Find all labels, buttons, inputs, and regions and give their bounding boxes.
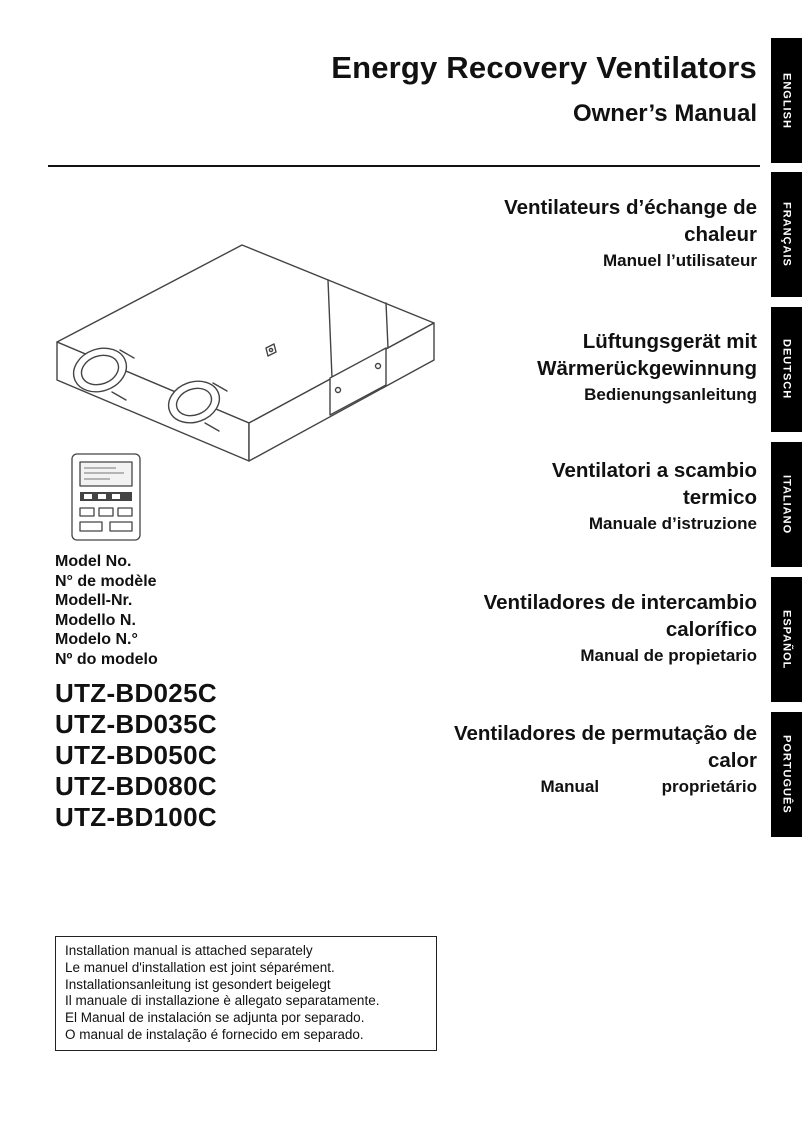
model-number: UTZ-BD050C <box>55 740 217 770</box>
translation-subtitle: Manual de propietario <box>580 646 757 665</box>
translation-title-line: Wärmerückgewinnung <box>537 357 757 380</box>
language-tab-portugues <box>771 712 802 837</box>
model-label: Modello N. <box>55 611 136 629</box>
translation-block-italian <box>552 457 757 534</box>
translation-subtitle: Bedienungsanleitung <box>584 385 757 404</box>
translation-title-line: Ventilateurs d’échange de <box>504 196 757 219</box>
translation-title-line: Lüftungsgerät mit <box>582 330 757 353</box>
remote-control-illustration <box>66 452 146 544</box>
model-number: UTZ-BD100C <box>55 802 217 832</box>
page-title: Energy Recovery Ventilators <box>331 50 757 85</box>
model-label: N° de modèle <box>55 572 157 590</box>
title-divider <box>48 165 760 167</box>
note-line: El Manual de instalación se adjunta por separado. <box>65 1010 365 1026</box>
translation-subtitle: Manuale d’istruzione <box>588 514 757 533</box>
translation-title-line: calorífico <box>665 618 757 641</box>
owners-manual-subtitle: Owner’s Manual <box>572 100 757 127</box>
translation-title-line: Ventiladores de intercambio <box>483 591 757 614</box>
language-tab-label: ITALIANO <box>780 474 793 535</box>
translation-block-french <box>504 194 757 271</box>
model-number: UTZ-BD025C <box>55 678 217 708</box>
language-tab-label: ENGLISH <box>780 72 793 129</box>
translation-title-line: calor <box>708 749 757 772</box>
language-tab-francais <box>771 172 802 297</box>
note-line: Il manuale di installazione è allegato separatamente. <box>65 993 380 1009</box>
translation-title-line: termico <box>682 486 757 509</box>
model-number: UTZ-BD035C <box>55 709 217 739</box>
language-tab-label: PORTUGUÊS <box>780 735 793 814</box>
model-label: Modell-Nr. <box>55 592 133 609</box>
language-tab-espanol <box>771 577 802 702</box>
translation-block-portuguese <box>454 720 757 797</box>
language-tab-italiano <box>771 442 802 567</box>
translation-block-german <box>537 328 757 405</box>
model-number-list <box>55 678 217 833</box>
model-number: UTZ-BD080C <box>55 771 217 801</box>
note-line: Le manuel d'installation est joint séparément. <box>65 959 335 975</box>
language-tab-label: ESPAÑOL <box>780 609 793 670</box>
translation-title-line: Ventilatori a scambio <box>551 459 757 482</box>
model-label: Model No. <box>55 553 132 570</box>
model-label: Nº do modelo <box>55 650 158 668</box>
language-tab-label: FRANÇAIS <box>780 202 793 267</box>
installation-note-box <box>55 936 437 1051</box>
translation-block-spanish <box>484 589 757 666</box>
model-section <box>55 552 217 833</box>
language-tab-english <box>771 38 802 163</box>
translation-subtitle: Manual proprietário <box>540 777 757 796</box>
translation-title-line: Ventiladores de permutação de <box>453 722 757 745</box>
ventilator-unit-illustration <box>42 230 447 465</box>
model-label: Modelo N.° <box>55 631 138 648</box>
note-line: O manual de instalação é fornecido em separado. <box>65 1026 364 1042</box>
note-line: Installation manual is attached separately <box>65 943 313 958</box>
note-line: Installationsanleitung ist gesondert beigelegt <box>65 976 331 992</box>
translation-subtitle: Manuel l’utilisateur <box>603 251 757 270</box>
translation-title-line: chaleur <box>684 223 757 246</box>
language-tab-label: DEUTSCH <box>780 339 793 400</box>
language-tab-deutsch <box>771 307 802 432</box>
